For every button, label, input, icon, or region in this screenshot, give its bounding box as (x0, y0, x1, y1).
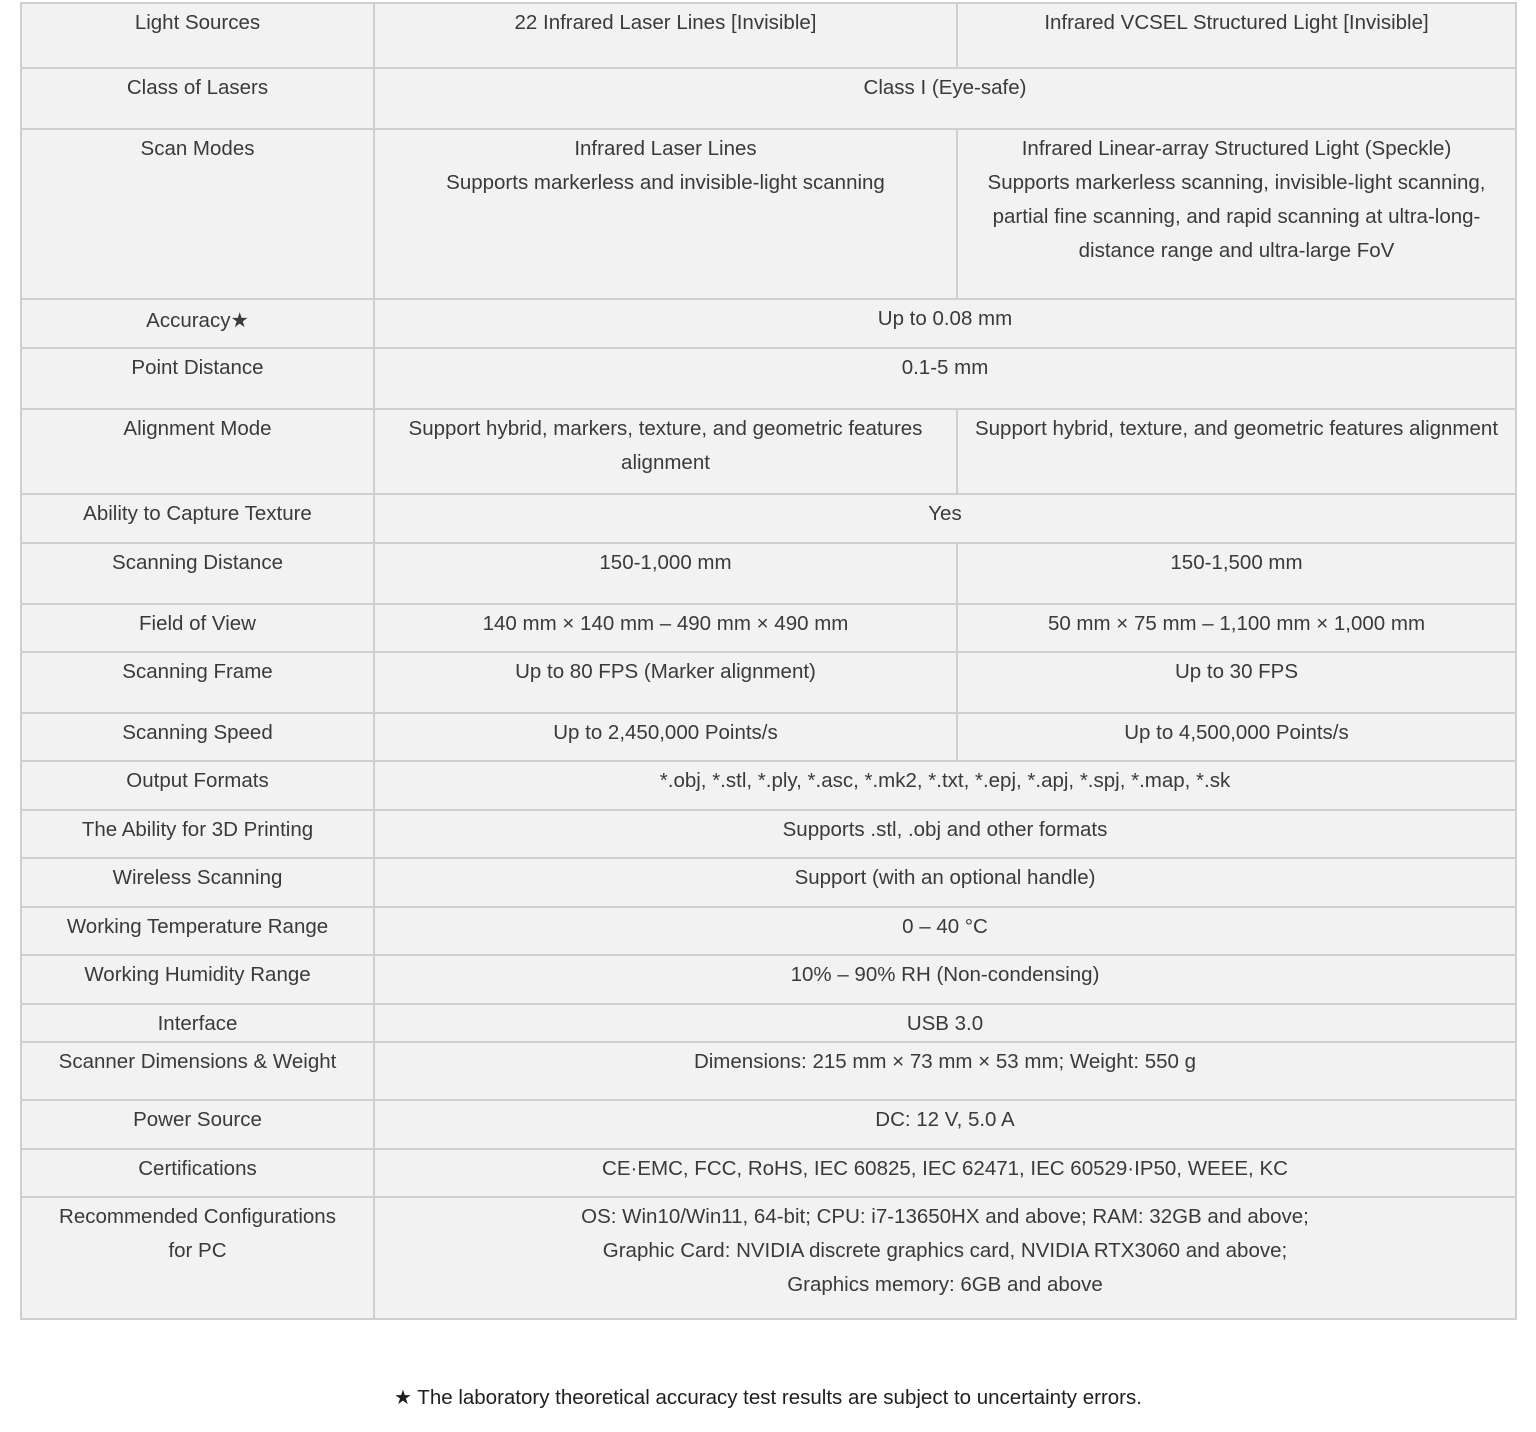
row-value: Up to 30 FPS (957, 652, 1516, 713)
table-row (21, 761, 1516, 810)
row-value: Up to 80 FPS (Marker alignment) (374, 652, 957, 713)
table-row (21, 1149, 1516, 1197)
row-label: Scanner Dimensions & Weight (21, 1042, 374, 1100)
table-row (21, 713, 1516, 761)
table-row (21, 543, 1516, 604)
table-row (21, 494, 1516, 543)
table-row (21, 348, 1516, 409)
row-value: 50 mm × 75 mm – 1,100 mm × 1,000 mm (957, 604, 1516, 652)
row-label: Alignment Mode (21, 409, 374, 494)
row-value: Class I (Eye-safe) (374, 68, 1516, 129)
row-value: Support hybrid, markers, texture, and geometric features alignment (374, 409, 957, 494)
spec-table (20, 2, 1517, 1320)
table-row (21, 652, 1516, 713)
row-label: Working Humidity Range (21, 955, 374, 1004)
row-value: 150-1,500 mm (957, 543, 1516, 604)
row-label: Wireless Scanning (21, 858, 374, 907)
table-row (21, 129, 1516, 299)
row-label: Light Sources (21, 3, 374, 68)
row-label: Scanning Speed (21, 713, 374, 761)
row-label: Working Temperature Range (21, 907, 374, 955)
row-value: DC: 12 V, 5.0 A (374, 1100, 1516, 1149)
row-value: Infrared Linear-array Structured Light (Speckle) Supports markerless scanning, invisible-light scanning, partial fine scanning, and rapid scanning at ultra-long-distance range and ultra-large FoV (957, 129, 1516, 299)
row-value: Infrared Laser Lines Supports markerless and invisible-light scanning (374, 129, 957, 299)
row-label: Field of View (21, 604, 374, 652)
table-row (21, 810, 1516, 858)
row-value: Support hybrid, texture, and geometric features alignment (957, 409, 1516, 494)
row-label: Scan Modes (21, 129, 374, 299)
footnote-text: The laboratory theoretical accuracy test results are subject to uncertainty errors. (417, 1386, 1142, 1409)
table-row (21, 68, 1516, 129)
row-label: The Ability for 3D Printing (21, 810, 374, 858)
table-row (21, 1004, 1516, 1042)
row-value: Support (with an optional handle) (374, 858, 1516, 907)
row-label: Interface (21, 1004, 374, 1042)
row-label: Recommended Configurations for PC (21, 1197, 374, 1319)
table-row (21, 1100, 1516, 1149)
table-row (21, 907, 1516, 955)
row-value: Up to 4,500,000 Points/s (957, 713, 1516, 761)
row-value: 22 Infrared Laser Lines [Invisible] (374, 3, 957, 68)
row-label: Class of Lasers (21, 68, 374, 129)
accuracy-footnote (0, 1382, 1536, 1414)
row-value: *.obj, *.stl, *.ply, *.asc, *.mk2, *.txt, *.epj, *.apj, *.spj, *.map, *.sk (374, 761, 1516, 810)
row-label: Certifications (21, 1149, 374, 1197)
row-value: Up to 0.08 mm (374, 299, 1516, 348)
row-label: Output Formats (21, 761, 374, 810)
table-row (21, 299, 1516, 348)
row-label: Point Distance (21, 348, 374, 409)
row-value: 10% – 90% RH (Non-condensing) (374, 955, 1516, 1004)
row-value: USB 3.0 (374, 1004, 1516, 1042)
row-value: 0.1-5 mm (374, 348, 1516, 409)
row-value: 150-1,000 mm (374, 543, 957, 604)
row-value: Supports .stl, .obj and other formats (374, 810, 1516, 858)
row-value: 140 mm × 140 mm – 490 mm × 490 mm (374, 604, 957, 652)
row-value: Infrared VCSEL Structured Light [Invisible] (957, 3, 1516, 68)
row-value: CE·EMC, FCC, RoHS, IEC 60825, IEC 62471, IEC 60529·IP50, WEEE, KC (374, 1149, 1516, 1197)
table-row (21, 3, 1516, 68)
table-row (21, 604, 1516, 652)
table-row (21, 1197, 1516, 1319)
row-value: 0 – 40 °C (374, 907, 1516, 955)
row-label: Power Source (21, 1100, 374, 1149)
row-label: Accuracy★ (21, 299, 374, 348)
row-value: OS: Win10/Win11, 64-bit; CPU: i7-13650HX and above; RAM: 32GB and above; Graphic Card: NVIDIA discrete graphics card, NVIDIA RTX3060 and above; Graphics memory: 6GB and above (374, 1197, 1516, 1319)
table-row (21, 1042, 1516, 1100)
row-value: Dimensions: 215 mm × 73 mm × 53 mm; Weight: 550 g (374, 1042, 1516, 1100)
row-label: Ability to Capture Texture (21, 494, 374, 543)
table-row (21, 955, 1516, 1004)
star-icon: ★ (394, 1387, 412, 1409)
row-label: Scanning Frame (21, 652, 374, 713)
table-row (21, 409, 1516, 494)
row-value: Yes (374, 494, 1516, 543)
row-value: Up to 2,450,000 Points/s (374, 713, 957, 761)
table-row (21, 858, 1516, 907)
row-label: Scanning Distance (21, 543, 374, 604)
